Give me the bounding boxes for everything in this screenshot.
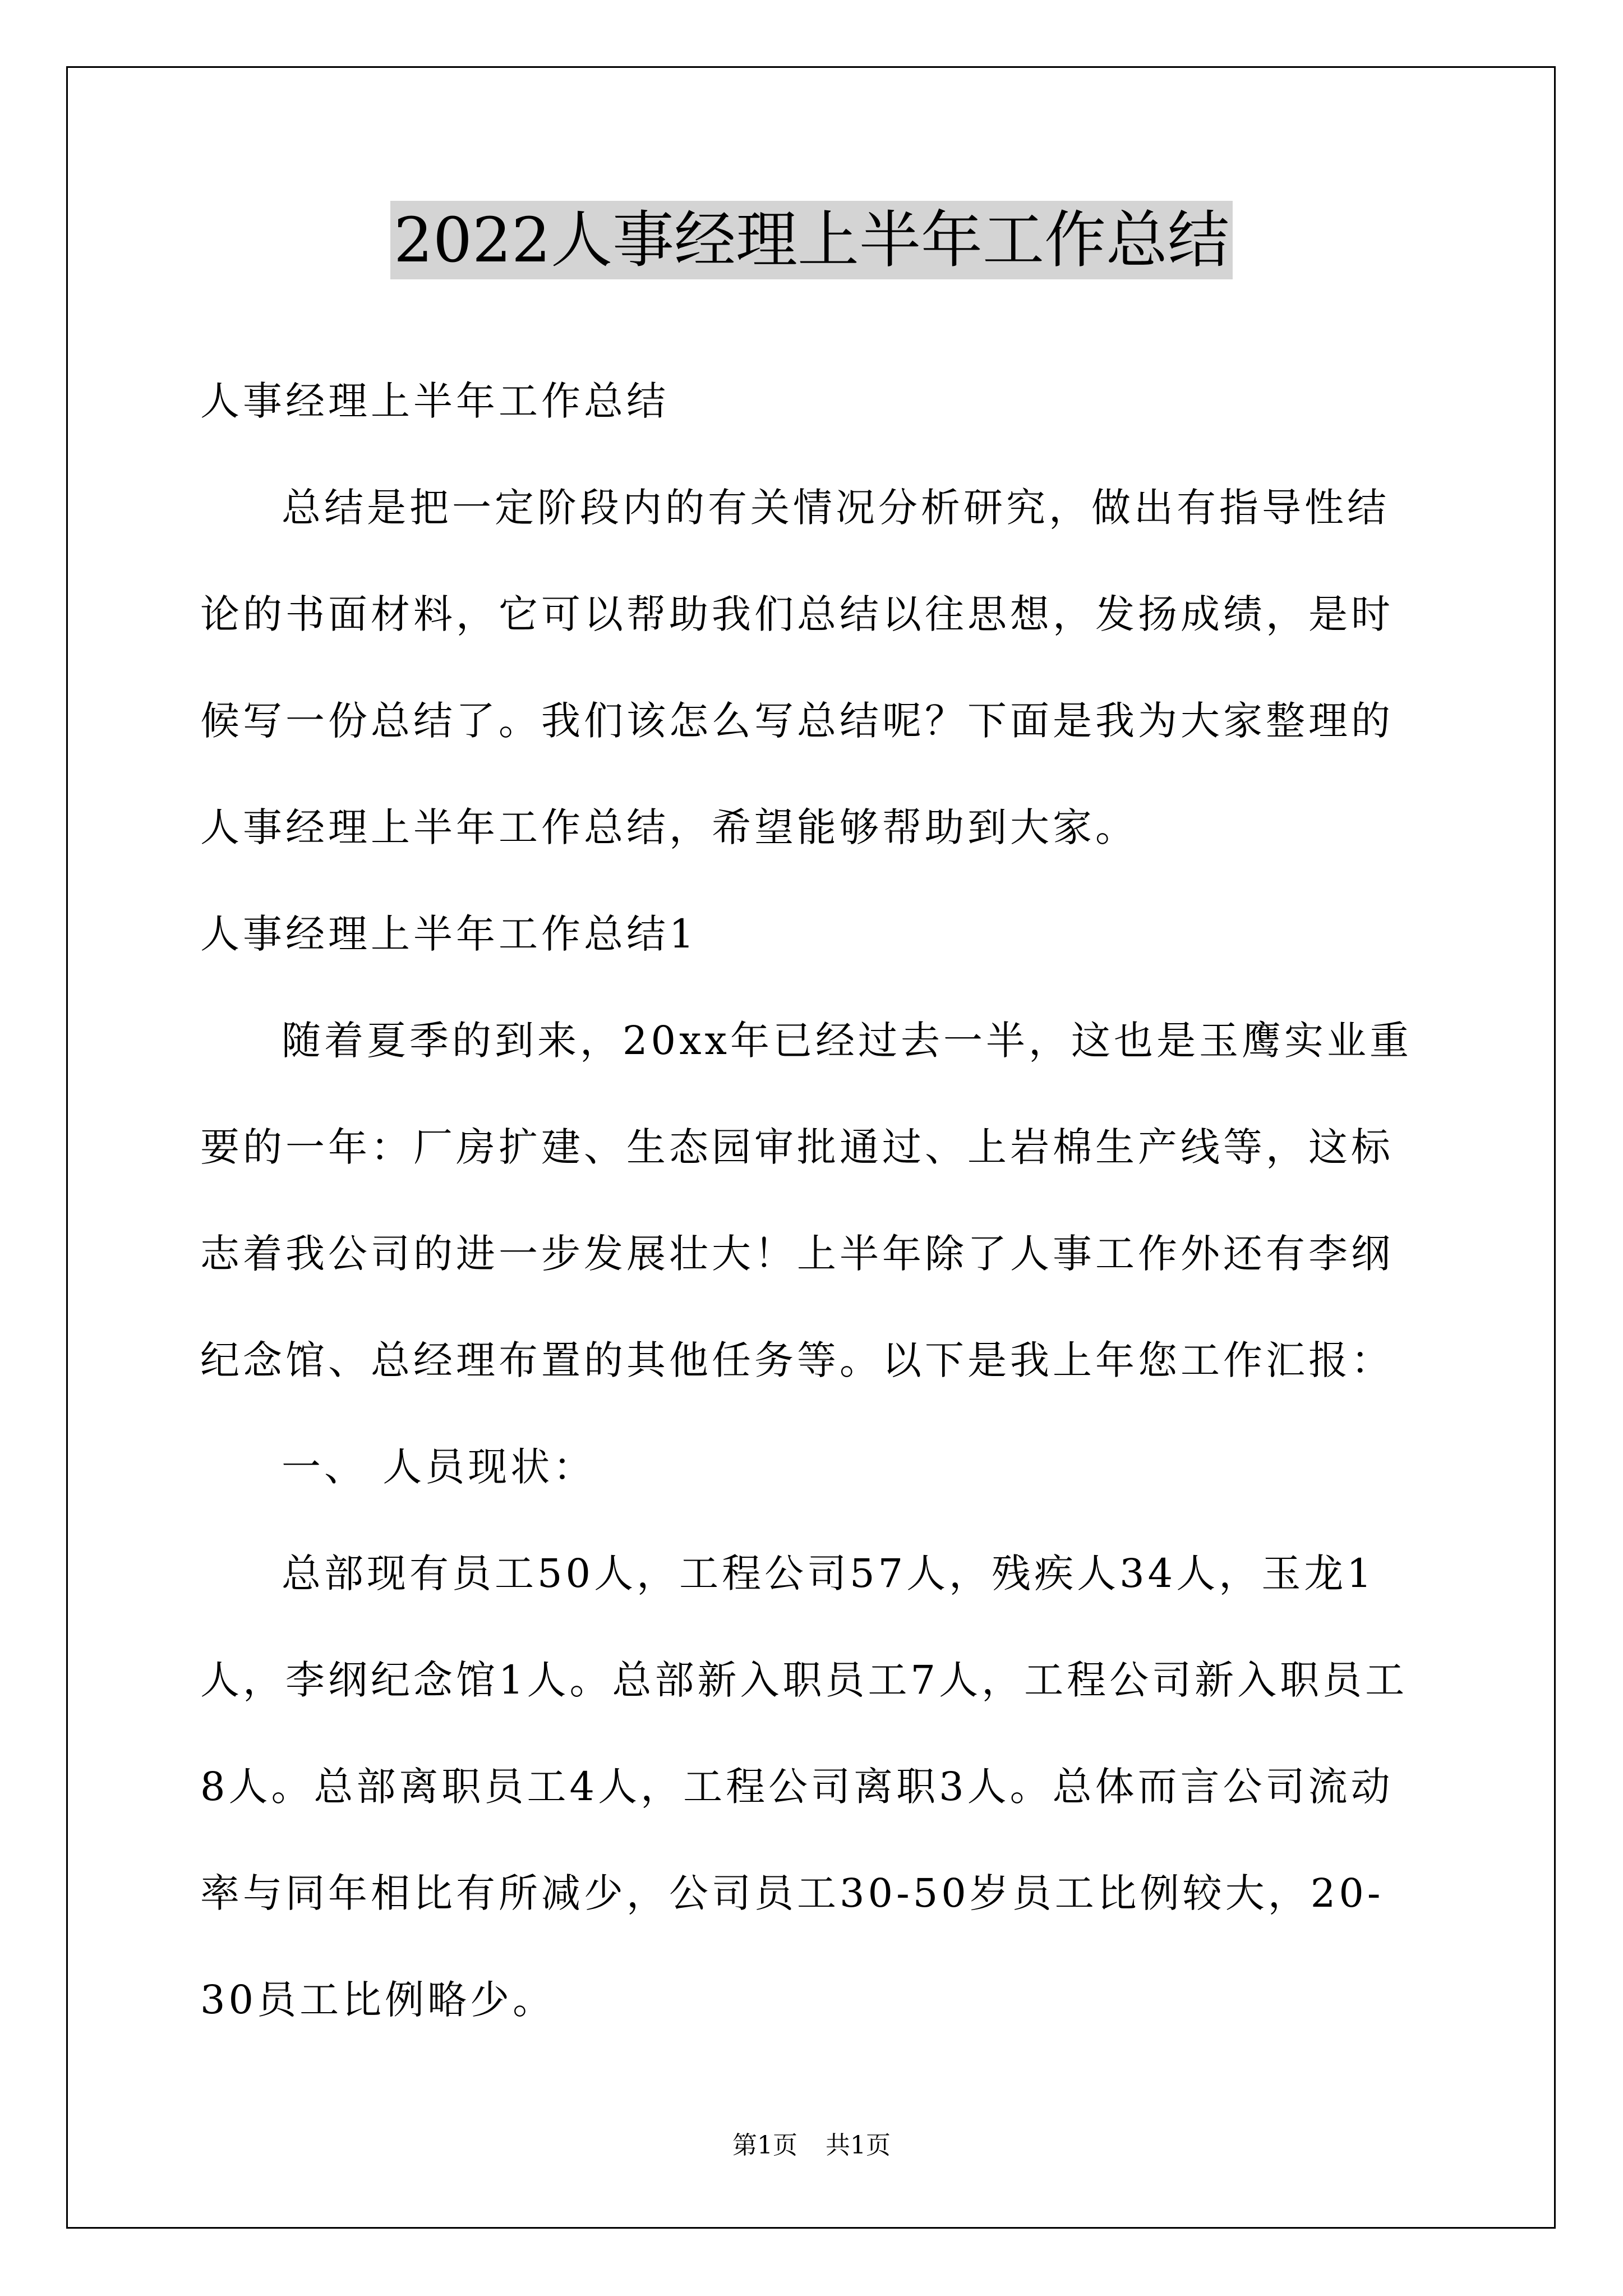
paragraph-intro: 总结是把一定阶段内的有关情况分析研究，做出有指导性结论的书面材料，它可以帮助我们总结以往思想，发扬成绩，是时候写一份总结了。我们该怎么写总结呢？下面是我为大家整理的人事经理上半年工作总结，希望能够帮助到大家。 — [200, 485, 1394, 850]
paragraph-subtitle: 人事经理上半年工作总结 — [200, 378, 669, 424]
document-body — [200, 348, 1428, 2053]
paragraph-staff-status: 总部现有员工50人，工程公司57人，残疾人34人，玉龙1人，李纲纪念馆1人。总部新入职员工7人，工程公司新入职员工8人。总部离职员工4人，工程公司离职3人。总体而言公司流动率与同年相比有所减少，公司员工30-50岁员工比例较大，20-30员工比例略少。 — [200, 1550, 1408, 2023]
paragraph-item-heading: 一、 人员现状： — [282, 1444, 596, 1490]
page-footer — [0, 2129, 1623, 2162]
page-number-total: 共1页 — [826, 2131, 891, 2160]
paragraph-section-heading: 人事经理上半年工作总结1 — [200, 911, 698, 957]
paragraph-overview: 随着夏季的到来，20xx年已经过去一半，这也是玉鹰实业重要的一年：厂房扩建、生态园审批通过、上岩棉生产线等，这标志着我公司的进一步发展壮大！上半年除了人事工作外还有李纲纪念馆、总经理布置的其他任务等。以下是我上年您工作汇报： — [200, 1018, 1413, 1383]
document-title — [0, 201, 1623, 279]
document-title-text: 2022人事经理上半年工作总结 — [390, 201, 1233, 279]
page-number-current: 第1页 — [732, 2131, 797, 2160]
